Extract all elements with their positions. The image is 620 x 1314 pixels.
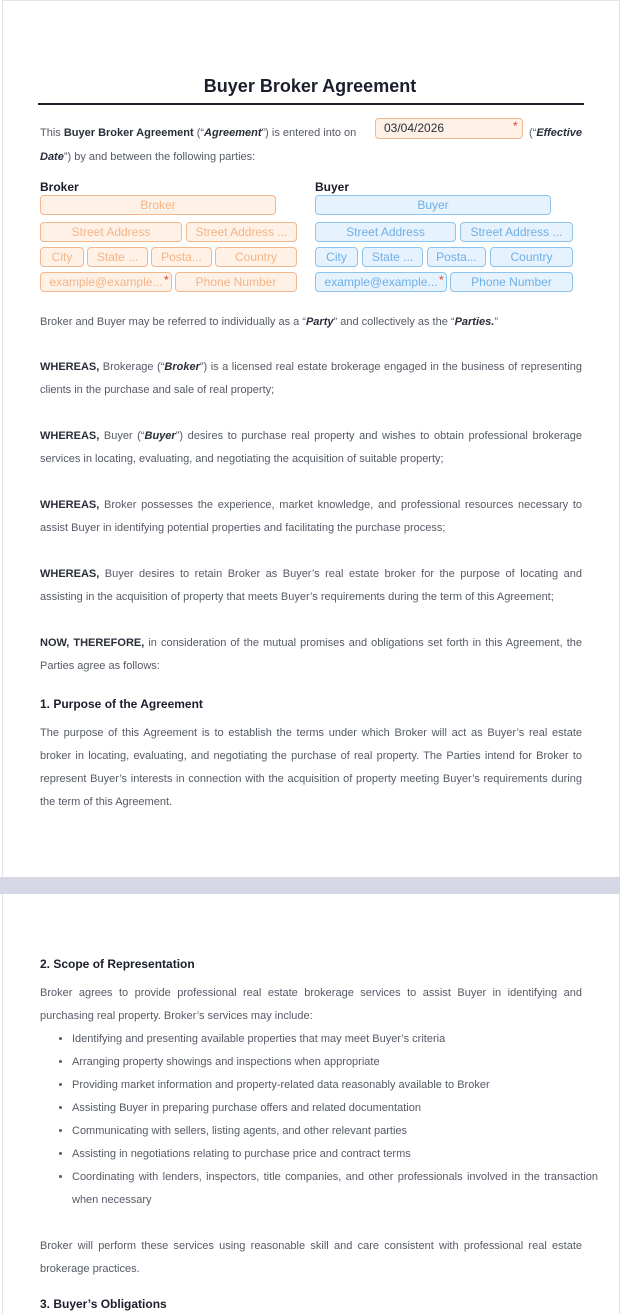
broker-street2-field[interactable]: Street Address ... — [186, 222, 297, 242]
whereas-clause-1: WHEREAS, Brokerage (“Broker”) is a licensed real estate brokerage engaged in the business of representing clients in the purchase and sale of real property; — [40, 361, 582, 396]
section-1-body: The purpose of this Agreement is to establish the terms under which Broker will act as Buyer’s real estate broker in locating, evaluating, and negotiating the purchase of real property. The Parties intend for Broker to represent Buyer’s interests in connection with the acquisition of property meeting Buyer’s requirements during the term of this Agreement. — [40, 727, 582, 808]
buyer-street-field[interactable]: Street Address — [315, 222, 456, 242]
document-title: Buyer Broker Agreement — [203, 76, 417, 96]
broker-email-field[interactable]: example@example... — [40, 272, 172, 292]
buyer-street2-field[interactable]: Street Address ... — [460, 222, 573, 242]
title-rule — [38, 103, 584, 105]
services-list — [56, 1028, 598, 1212]
list-item: • Coordinating with lenders, inspectors, title companies, and other professionals involved in the transaction when necessary — [72, 1166, 598, 1212]
list-item: • Identifying and presenting available properties that may meet Buyer’s criteria — [72, 1028, 598, 1051]
list-item: • Communicating with sellers, listing agents, and other relevant parties — [72, 1120, 598, 1143]
effective-date-field[interactable]: 03/04/2026 — [375, 118, 523, 139]
buyer-city-field[interactable]: City — [315, 247, 358, 267]
intro-effective-label: (“Effective — [529, 127, 582, 139]
broker-name-field[interactable]: Broker — [40, 195, 276, 215]
section-3-heading: 3. Buyer’s Obligations — [40, 1297, 167, 1311]
party-definition: Broker and Buyer may be referred to individually as a “Party” and collectively as the “Parties.” — [40, 316, 498, 328]
broker-city-field[interactable]: City — [40, 247, 84, 267]
buyer-label: Buyer — [315, 180, 350, 194]
buyer-state-field[interactable]: State ... — [362, 247, 423, 267]
buyer-postal-field[interactable]: Posta... — [427, 247, 486, 267]
section-2-body: Broker agrees to provide professional real estate brokerage services to assist Buyer in identifying and purchasing real property. Broker’s services may include: — [40, 987, 582, 1022]
section-2-heading: 2. Scope of Representation — [40, 957, 195, 971]
section-1-heading: 1. Purpose of the Agreement — [40, 697, 203, 711]
page-separator — [0, 877, 620, 894]
buyer-phone-field[interactable]: Phone Number — [450, 272, 573, 292]
intro-line-2: Date”) by and between the following parties: — [40, 151, 256, 163]
list-item: • Assisting Buyer in preparing purchase offers and related documentation — [72, 1097, 598, 1120]
buyer-country-field[interactable]: Country — [490, 247, 573, 267]
intro-line-1: This Buyer Broker Agreement (“Agreement”) is entered into on — [40, 127, 357, 139]
broker-phone-field[interactable]: Phone Number — [175, 272, 297, 292]
whereas-clause-4: WHEREAS, Buyer desires to retain Broker as Buyer’s real estate broker for the purpose of locating and assisting in the acquisition of property that meets Buyer’s requirements during the term of this Agreement; — [40, 568, 582, 603]
whereas-clause-3: WHEREAS, Broker possesses the experience, market knowledge, and professional resources necessary to assist Buyer in identifying potential properties and facilitating the purchase process; — [40, 499, 582, 534]
broker-state-field[interactable]: State ... — [87, 247, 148, 267]
list-item: • Arranging property showings and inspections when appropriate — [72, 1051, 598, 1074]
broker-postal-field[interactable]: Posta... — [151, 247, 212, 267]
list-item: • Assisting in negotiations relating to purchase price and contract terms — [72, 1143, 598, 1166]
buyer-name-field[interactable]: Buyer — [315, 195, 551, 215]
broker-street-field[interactable]: Street Address — [40, 222, 182, 242]
broker-label: Broker — [40, 180, 79, 194]
required-marker: * — [164, 273, 169, 287]
section-2-closing: Broker will perform these services using reasonable skill and care consistent with professional real estate brokerage practices. — [40, 1240, 582, 1275]
required-marker: * — [439, 273, 444, 287]
whereas-clause-2: WHEREAS, Buyer (“Buyer”) desires to purchase real property and wishes to obtain professional brokerage services in locating, evaluating, and negotiating the acquisition of suitable property; — [40, 430, 582, 465]
now-therefore-clause: NOW, THEREFORE, in consideration of the mutual promises and obligations set forth in this Agreement, the Parties agree as follows: — [40, 637, 582, 672]
list-item: • Providing market information and property-related data reasonably available to Broker — [72, 1074, 598, 1097]
required-marker: * — [513, 119, 518, 133]
broker-country-field[interactable]: Country — [215, 247, 297, 267]
buyer-email-field[interactable]: example@example... — [315, 272, 447, 292]
